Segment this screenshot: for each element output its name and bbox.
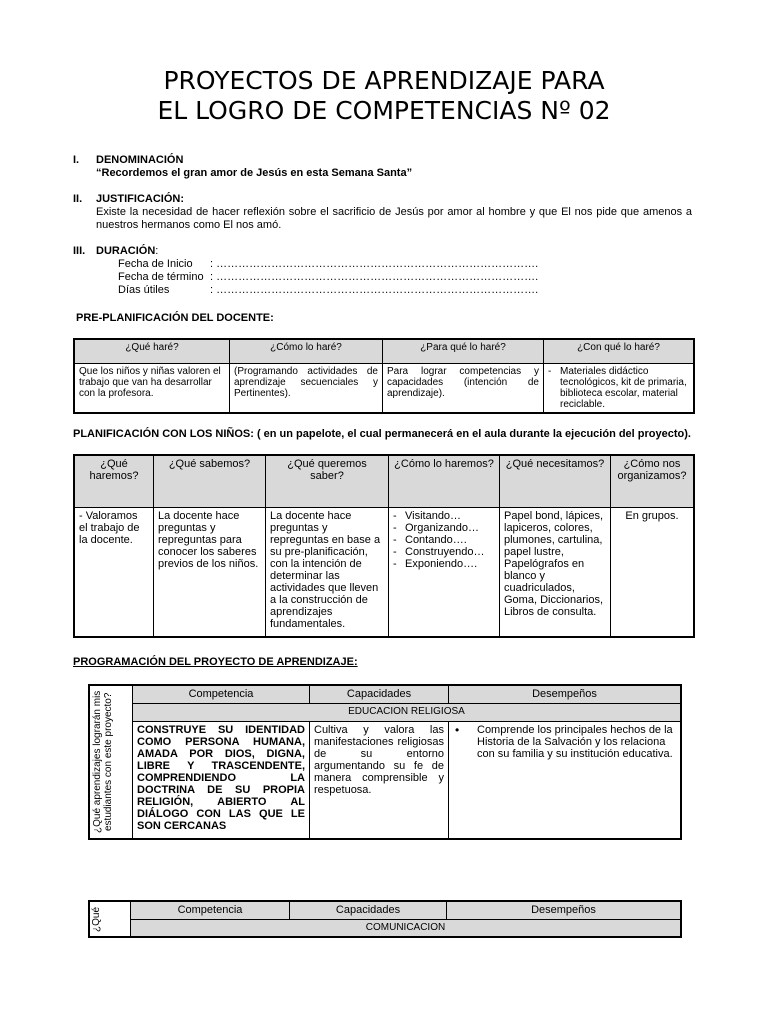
prog-competencia: CONSTRUYE SU IDENTIDAD COMO PERSONA HUMANA, AMADA POR DIOS, DIGNA, LIBRE Y TRASCENDENTE, COMPRENDIENDO LA DOCTRINA DE SU PROPIA RELIGIÓN, ABIERTO AL DIÁLOGO CON LAS QUE LE SON CERCANAS [133, 721, 310, 839]
duration-value: : ……………………………………………………………………………. [210, 284, 539, 296]
preplan-header: ¿Qué haré? [74, 339, 230, 363]
duration-value: : ……………………………………………………………………………. [210, 258, 539, 270]
preplan-cell: Para lograr competencias y capacidades (intención de aprendizaje). [383, 363, 544, 413]
plan-cell: La docente hace preguntas y repreguntas para conocer los saberes previos de los niños. [154, 507, 266, 637]
document-title [0, 66, 768, 126]
duration-row-dias [96, 284, 692, 297]
duration-row-termino [96, 271, 692, 284]
prog2-side-cell [89, 901, 131, 937]
plan-header: ¿Qué sabemos? [154, 455, 266, 507]
preplan-header: ¿Cómo lo haré? [230, 339, 383, 363]
plan-header: ¿Qué haremos? [74, 455, 154, 507]
plan-cell: Papel bond, lápices, lapiceros, colores, plumones, cartulina, papel lustre, Papelógrafos en blanco y cuadriculados, Goma, Diccionarios, Libros de consulta. [500, 507, 611, 637]
plan-cell [389, 507, 500, 637]
preplan-heading: PRE-PLANIFICACIÓN DEL DOCENTE: [76, 312, 274, 324]
preplan-header: ¿Para qué lo haré? [383, 339, 544, 363]
plan-header: ¿Cómo nos organizamos? [611, 455, 695, 507]
plan-header: ¿Qué necesitamos? [500, 455, 611, 507]
preplan-material: - Materiales didáctico tecnológicos, kit de primaria, biblioteca escolar, material reciclable. [548, 366, 689, 410]
section-label: JUSTIFICACIÓN: [96, 193, 184, 205]
preplan-header: ¿Con qué lo haré? [544, 339, 695, 363]
prog-desempenos: • Comprende los principales hechos de la Historia de la Salvación y los relaciona con su familia y su institución educativa. [449, 721, 682, 839]
title-line-1: PROYECTOS DE APRENDIZAJE PARA [163, 66, 605, 95]
prog-heading: PROGRAMACIÓN DEL PROYECTO DE APRENDIZAJE: [73, 656, 358, 668]
preplan-table [73, 338, 695, 414]
plan-activity: - Construyendo… [393, 546, 495, 558]
plan-header: ¿Cómo lo haremos? [389, 455, 500, 507]
prog2-header: Competencia [131, 901, 290, 919]
prog-header: Desempeños [449, 685, 682, 703]
section-number: III. [73, 245, 86, 257]
plan-cell: La docente hace preguntas y repreguntas en base a su pre-planificación, con la intención de determinar las actividades que lleven a la construcción de aprendizajes fundamentales. [266, 507, 389, 637]
section-number: II. [73, 193, 83, 205]
plan-table [73, 454, 695, 638]
section-label: DURACIÓN [96, 245, 156, 257]
prog-side-label: ¿Qué aprendizajes lograrán mis estudiantes con este proyecto? [92, 690, 114, 834]
title-line-2: EL LOGRO DE COMPETENCIAS Nº 02 [157, 96, 611, 125]
prog-header: Competencia [133, 685, 310, 703]
duration-label: Fecha de Inicio [118, 258, 193, 270]
prog-capacidades: Cultiva y valora las manifestaciones religiosas de su entorno argumentando su fe de manera comprensible y respetuosa. [310, 721, 449, 839]
plan-activity: - Visitando… [393, 510, 495, 522]
justification-text: Existe la necesidad de hacer reflexión sobre el sacrificio de Jesús por amor al hombre y que El nos pide que amenos a nuestros hermanos como El nos amó. [96, 206, 692, 231]
plan-cell: En grupos. [611, 507, 695, 637]
prog2-table [88, 900, 682, 938]
duration-value: : ……………………………………………………………………………. [210, 271, 539, 283]
prog-header: Capacidades [310, 685, 449, 703]
preplan-cell: (Programando actividades de aprendizaje secuenciales y Pertinentes). [230, 363, 383, 413]
prog-table [88, 684, 682, 840]
project-name: “Recordemos el gran amor de Jesús en esta Semana Santa” [96, 167, 413, 179]
section-colon: : [155, 245, 159, 257]
duration-label: Fecha de término [118, 271, 204, 283]
plan-cell: - Valoramos el trabajo de la docente. [74, 507, 154, 637]
prog2-header: Desempeños [447, 901, 682, 919]
prog2-side-label: ¿Qué [91, 906, 102, 932]
plan-activity: - Contando…. [393, 534, 495, 546]
preplan-cell [544, 363, 695, 413]
plan-header: ¿Qué queremos saber? [266, 455, 389, 507]
prog-side-cell [89, 685, 133, 839]
plan-activity: - Exponiendo…. [393, 558, 495, 570]
prog2-header: Capacidades [290, 901, 447, 919]
preplan-cell: Que los niños y niñas valoren el trabajo que van ha desarrollar con la profesora. [74, 363, 230, 413]
plan-heading: PLANIFICACIÓN CON LOS NIÑOS: ( en un papelote, el cual permanecerá en el aula durante la ejecución del proyecto). [73, 428, 691, 440]
prog2-area: COMUNICACION [131, 919, 682, 937]
plan-activity: - Organizando… [393, 522, 495, 534]
prog-area: EDUCACION RELIGIOSA [133, 703, 682, 721]
duration-row-inicio [96, 258, 692, 271]
section-label: DENOMINACIÓN [96, 154, 184, 166]
duration-label: Días útiles [118, 284, 170, 296]
section-number: I. [73, 154, 80, 166]
